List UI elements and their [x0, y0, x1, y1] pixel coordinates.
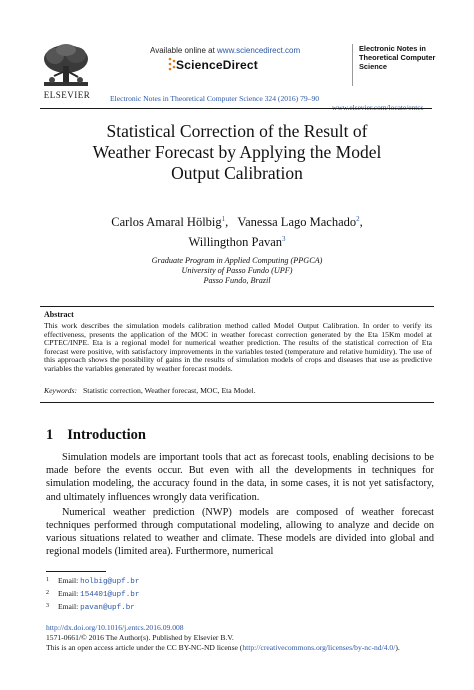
footnotes: [46, 575, 139, 614]
sciencedirect-dots-icon: [168, 56, 176, 72]
author-footnote-mark[interactable]: 1: [221, 215, 226, 223]
email-link[interactable]: pavan@upf.br: [80, 604, 135, 612]
footnote-number: 1: [46, 577, 49, 583]
journal-citation-link[interactable]: Electronic Notes in Theoretical Computer Science 324 (2016) 79–90: [110, 94, 320, 103]
footnote-rule: [46, 571, 106, 572]
author-footnote-mark[interactable]: 2: [356, 215, 360, 223]
paper-title: [40, 121, 434, 184]
footnote-number: 3: [46, 603, 49, 609]
paragraph: Numerical weather prediction (NWP) models are composed of weather forecast techniques performed through computational modeling, allowing to analyze and decide on various situations related to weather and climate. These models are divided into global and regional models (limited area). Furthermore, numerical: [46, 506, 434, 558]
elsevier-tree-logo: [40, 42, 92, 88]
footnote: [46, 588, 139, 601]
affiliation-line: University of Passo Fundo (UPF): [181, 266, 293, 275]
title-line: Weather Forecast by Applying the Model: [92, 142, 382, 162]
open-access-prefix: This is an open access article under the CC BY-NC-ND license (: [46, 643, 243, 652]
affiliation-line: Graduate Program in Applied Computing (PPGCA): [151, 256, 323, 265]
paragraph: Simulation models are important tools that act as forecast tools, enabling decisions to be made before the events occur. But even with all the developments in techniques for simulation modeling, the accuracy found in the data, in some cases, it is not yet satisfactory, and ultimately influences wrongly data verification.: [46, 452, 434, 503]
journal-box-line: Electronic Notes in: [359, 44, 426, 53]
open-access-suffix: ).: [395, 643, 400, 652]
doi-link[interactable]: http://dx.doi.org/10.1016/j.entcs.2016.09.008: [46, 623, 184, 632]
section-number: 1: [46, 427, 54, 443]
section-title: Introduction: [67, 427, 146, 443]
sciencedirect-link[interactable]: www.sciencedirect.com: [217, 46, 301, 55]
footnote-label: Email:: [58, 589, 79, 598]
publisher-name: ELSEVIER: [43, 90, 91, 100]
keywords-list: Statistic correction, Weather forecast, MOC, Eta Model.: [83, 386, 256, 395]
journal-url-link[interactable]: www.elsevier.com/locate/entcs: [332, 103, 424, 112]
journal-box-line: Theoretical Computer: [359, 53, 436, 62]
available-prefix: Available online at: [150, 46, 215, 55]
affiliation: [40, 256, 434, 286]
abstract-heading: Abstract: [44, 310, 74, 319]
author-name: Willingthon Pavan: [188, 235, 283, 250]
footnote-label: Email:: [58, 602, 79, 611]
footnote: [46, 575, 139, 588]
email-link[interactable]: holbig@upf.br: [80, 578, 140, 586]
footnote-label: Email:: [58, 576, 79, 585]
license-link[interactable]: http://creativecommons.org/licenses/by-nc-nd/4.0/: [242, 643, 396, 652]
section-body: [46, 451, 434, 559]
email-link[interactable]: 154401@upf.br: [80, 591, 140, 599]
section-heading: [46, 427, 146, 444]
sciencedirect-brand: ScienceDirect: [176, 58, 258, 72]
author-list: Carlos Amaral Hölbig$^1$, Vanessa Lago Machado$^2$, Willingthon Pavan$^3$: [111, 215, 363, 250]
open-access-line: [46, 643, 400, 652]
header-rule: [40, 108, 432, 109]
keywords: [44, 386, 432, 395]
journal-name-box: [352, 44, 439, 86]
author-footnote-mark[interactable]: 3: [282, 235, 286, 244]
author-name: Vanessa Lago Machado: [237, 215, 357, 230]
affiliation-line: Passo Fundo, Brazil: [203, 276, 271, 285]
footnote: [46, 601, 139, 614]
title-line: Output Calibration: [171, 163, 303, 183]
abstract-bottom-rule: [40, 402, 434, 403]
issn-line: 1571-0661/© 2016 The Author(s). Published by Elsevier B.V.: [46, 633, 234, 642]
journal-box-line: Science: [359, 62, 387, 71]
abstract-top-rule: [40, 306, 434, 307]
abstract-text: This work describes the simulation models calibration method called Model Output Calibration. In order to verify its effectiveness, presents the application of the MOC in weather forecast correction generated by the Eta 15Km model at CPTEC/INPE. Eta is a regional model for numerical weather prediction. The results of the statistical correction of Eta forecast were positive, with satisfactory improvements in the variables tested (temperature and relative humidity). The use of this approach shows the possibility of gains in the results of simulation models of crops and diseases that use as predictive variables the variables generated by weather forecast models.: [44, 321, 432, 373]
available-online: [150, 46, 300, 55]
footnote-number: 2: [46, 590, 49, 596]
keywords-label: Keywords:: [44, 386, 78, 395]
title-line: Statistical Correction of the Result of: [106, 121, 368, 141]
author-name: Carlos Amaral Hölbig: [111, 215, 222, 230]
